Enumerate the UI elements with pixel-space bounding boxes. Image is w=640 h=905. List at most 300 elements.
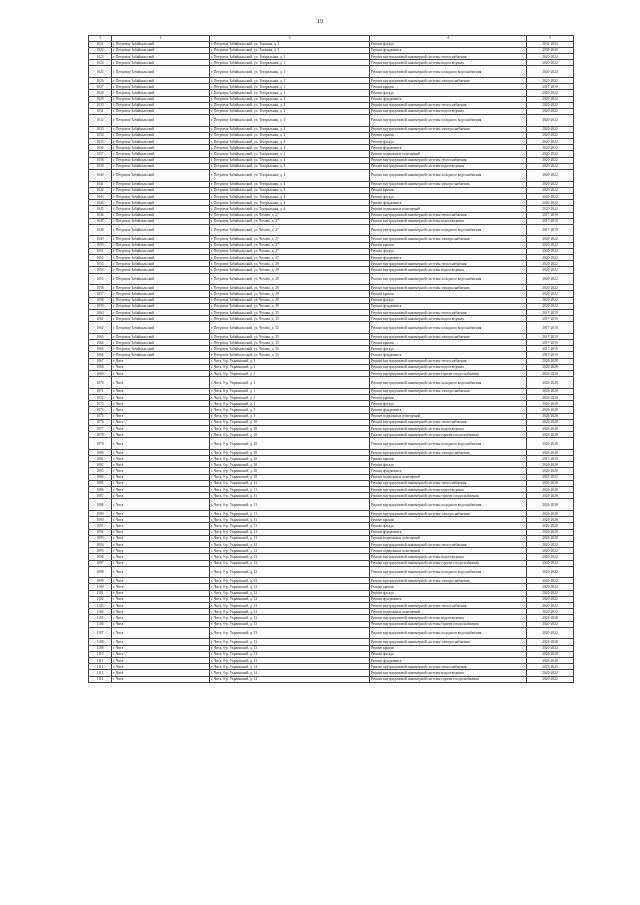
header-col-1: 1 <box>89 36 112 42</box>
address-cell: г. Петровск-Забайкальский, ул. Чехова, д. 35 <box>210 346 370 352</box>
municipality-cell: г. Чита <box>112 449 210 455</box>
header-col-2: 2 <box>112 36 210 42</box>
table-body <box>89 36 574 683</box>
municipality-cell: г. Чита <box>112 657 210 663</box>
address-cell: г. Чита, б-р. Украинский, д. 10 <box>210 419 370 425</box>
row-number-cell: 1102 <box>89 596 112 602</box>
row-number-cell: 1060 <box>89 309 112 315</box>
row-number-cell: 1078 <box>89 432 112 438</box>
address-cell: г. Чита, б-р. Украинский, д. 13 <box>210 645 370 651</box>
row-number-cell: 1103 <box>89 603 112 609</box>
row-number-cell: 1073 <box>89 401 112 407</box>
period-cell: 2026-2028 <box>527 493 574 499</box>
period-cell: 2020-2022 <box>527 132 574 138</box>
row-number-cell: 1087 <box>89 493 112 499</box>
row-number-cell: 1081 <box>89 456 112 462</box>
address-cell: г. Петровск-Забайкальский, ул. Театральная, д. 1 <box>210 60 370 66</box>
address-cell: г. Петровск-Забайкальский, ул. Театральная, д. 2 <box>210 108 370 114</box>
work-type-cell: Ремонт фундамента <box>370 468 527 474</box>
row-number-cell: 1048 <box>89 224 112 236</box>
row-number-cell: 1070 <box>89 377 112 389</box>
work-type-cell: Ремонт крыши <box>370 84 527 90</box>
row-number-cell: 1105 <box>89 615 112 621</box>
period-cell: 2017-2019 <box>527 340 574 346</box>
work-type-cell: Ремонт подвальных помещений <box>370 413 527 419</box>
work-type-cell: Ремонт внутридомовой инженерной системы горячего водоснабжения <box>370 371 527 377</box>
work-type-cell: Ремонт фундамента <box>370 255 527 261</box>
period-cell: 2026-2028 <box>527 480 574 486</box>
address-cell: г. Петровск-Забайкальский, ул. Чехова, д. 35 <box>210 316 370 322</box>
period-cell: 2017-2019 <box>527 346 574 352</box>
period-cell: 2017-2019 <box>527 456 574 462</box>
period-cell: 2020-2022 <box>527 291 574 297</box>
municipality-cell: г. Петровск-Забайкальский <box>112 132 210 138</box>
period-cell: 2020-2022 <box>527 242 574 248</box>
period-cell: 2020-2022 <box>527 596 574 602</box>
row-number-cell: 1040 <box>89 169 112 181</box>
row-number-cell: 1109 <box>89 645 112 651</box>
municipality-cell: г. Петровск-Забайкальский <box>112 352 210 358</box>
row-number-cell: 1050 <box>89 242 112 248</box>
period-cell: 2017-2019 <box>527 333 574 339</box>
work-type-cell: Ремонт внутридомовой инженерной системы теплоснабжения <box>370 53 527 59</box>
work-type-cell: Ремонт фундамента <box>370 145 527 151</box>
municipality-cell: г. Петровск-Забайкальский <box>112 151 210 157</box>
period-cell: 2020-2022 <box>527 609 574 615</box>
work-type-cell: Ремонт внутридомовой инженерной системы водоотведения <box>370 316 527 322</box>
municipality-cell: г. Чита <box>112 596 210 602</box>
address-cell: г. Петровск-Забайкальский, ул. Театральная, д. 1 <box>210 96 370 102</box>
address-cell: г. Чита, б-р. Украинский, д. 11 <box>210 535 370 541</box>
work-type-cell: Ремонт крыши <box>370 645 527 651</box>
row-number-cell: 1108 <box>89 639 112 645</box>
period-cell: 2020-2022 <box>527 273 574 285</box>
row-number-cell: 1063 <box>89 333 112 339</box>
work-type-cell: Ремонт крыши <box>370 456 527 462</box>
row-number-cell: 1100 <box>89 584 112 590</box>
period-cell: 2020-2022 <box>527 139 574 145</box>
work-type-cell: Ремонт внутридомовой инженерной системы горячего водоснабжения <box>370 560 527 566</box>
municipality-cell: г. Петровск-Забайкальский <box>112 267 210 273</box>
row-number-cell: 1037 <box>89 151 112 157</box>
address-cell: г. Петровск-Забайкальский, ул. Театральная, д. 1 <box>210 84 370 90</box>
address-cell: г. Чита, б-р. Украинский, д. 1 <box>210 364 370 370</box>
municipality-cell: г. Чита <box>112 554 210 560</box>
address-cell: г. Чита, б-р. Украинский, д. 12 <box>210 566 370 578</box>
period-cell: 2020-2022 <box>527 151 574 157</box>
municipality-cell: г. Чита <box>112 651 210 657</box>
address-cell: г. Чита, б-р. Украинский, д. 10 <box>210 468 370 474</box>
work-type-cell: Ремонт внутридомовой инженерной системы теплоснабжения <box>370 102 527 108</box>
period-cell: 2026-2028 <box>527 615 574 621</box>
row-number-cell: 1082 <box>89 462 112 468</box>
row-number-cell: 1039 <box>89 163 112 169</box>
municipality-cell: г. Петровск-Забайкальский <box>112 340 210 346</box>
period-cell: 2026-2028 <box>527 487 574 493</box>
municipality-cell: г. Чита <box>112 358 210 364</box>
work-type-cell: Ремонт фундамента <box>370 657 527 663</box>
work-type-cell: Ремонт крыши <box>370 395 527 401</box>
row-number-cell: 1036 <box>89 145 112 151</box>
address-cell: г. Петровск-Забайкальский, ул. Театральная, д. 4 <box>210 193 370 199</box>
table-row <box>89 499 574 511</box>
municipality-cell: г. Чита <box>112 603 210 609</box>
period-cell: 2020-2022 <box>527 108 574 114</box>
period-cell: 2020-2022 <box>527 77 574 83</box>
row-number-cell: 1041 <box>89 181 112 187</box>
municipality-cell: г. Чита <box>112 664 210 670</box>
period-cell: 2032-2034 <box>527 41 574 47</box>
period-cell: 2020-2022 <box>527 102 574 108</box>
period-cell: 2026-2028 <box>527 364 574 370</box>
address-cell: г. Петровск-Забайкальский, ул. Театральная, д. 4 <box>210 157 370 163</box>
address-cell: г. Петровск-Забайкальский, ул. Чехова, д. 35 <box>210 333 370 339</box>
work-type-cell: Ремонт внутридомовой инженерной системы водоотведения <box>370 364 527 370</box>
work-type-cell: Ремонт подвальных помещений <box>370 535 527 541</box>
address-cell: г. Петровск-Забайкальский, ул. Таежная, д. 3 <box>210 41 370 47</box>
row-number-cell: 1110 <box>89 651 112 657</box>
municipality-cell: г. Чита <box>112 480 210 486</box>
period-cell: 2020-2022 <box>527 621 574 627</box>
address-cell: г. Чита, б-р. Украинский, д. 11 <box>210 517 370 523</box>
row-number-cell: 1045 <box>89 206 112 212</box>
municipality-cell: г. Петровск-Забайкальский <box>112 212 210 218</box>
row-number-cell: 1094 <box>89 541 112 547</box>
row-number-cell: 1093 <box>89 535 112 541</box>
work-type-cell: Ремонт внутридомовой инженерной системы горячего водоснабжения <box>370 676 527 682</box>
municipality-cell: г. Чита <box>112 468 210 474</box>
address-cell: г. Петровск-Забайкальский, ул. Чехова, д. 28 <box>210 291 370 297</box>
work-type-cell: Ремонт подвальных помещений <box>370 151 527 157</box>
period-cell: 2026-2028 <box>527 651 574 657</box>
address-cell: г. Чита, б-р. Украинский, д. 13 <box>210 657 370 663</box>
row-number-cell: 1032 <box>89 115 112 127</box>
work-type-cell: Ремонт внутридомовой инженерной системы теплоснабжения <box>370 480 527 486</box>
row-number-cell: 1088 <box>89 499 112 511</box>
work-type-cell: Ремонт внутридомовой инженерной системы электроснабжения <box>370 333 527 339</box>
work-type-cell: Ремонт внутридомовой инженерной системы горячего водоснабжения <box>370 493 527 499</box>
work-type-cell: Ремонт внутридомовой инженерной системы холодного водоснабжения <box>370 169 527 181</box>
work-type-cell: Ремонт фундамента <box>370 303 527 309</box>
address-cell: г. Петровск-Забайкальский, ул. Чехова, д. 28 <box>210 297 370 303</box>
municipality-cell: г. Петровск-Забайкальский <box>112 346 210 352</box>
address-cell: г. Петровск-Забайкальский, ул. Чехова, д. 28 <box>210 303 370 309</box>
municipality-cell: г. Чита <box>112 590 210 596</box>
row-number-cell: 1031 <box>89 108 112 114</box>
row-number-cell: 1107 <box>89 627 112 639</box>
period-cell: 2020-2022 <box>527 267 574 273</box>
table-row <box>89 377 574 389</box>
row-number-cell: 1096 <box>89 554 112 560</box>
municipality-cell: г. Петровск-Забайкальский <box>112 157 210 163</box>
period-cell: 2020-2022 <box>527 261 574 267</box>
table-row <box>89 224 574 236</box>
period-cell: 2026-2028 <box>527 517 574 523</box>
address-cell: г. Петровск-Забайкальский, ул. Театральная, д. 2 <box>210 115 370 127</box>
address-cell: г. Чита, б-р. Украинский, д. 11 <box>210 487 370 493</box>
address-cell: г. Петровск-Забайкальский, ул. Театральная, д. 2 <box>210 139 370 145</box>
address-cell: г. Петровск-Забайкальский, ул. Чехова, д. 27 <box>210 255 370 261</box>
address-cell: г. Чита, б-р. Украинский, д. 10 <box>210 474 370 480</box>
row-number-cell: 1055 <box>89 273 112 285</box>
work-type-cell: Ремонт внутридомовой инженерной системы холодного водоснабжения <box>370 322 527 334</box>
work-type-cell: Ремонт фасада <box>370 90 527 96</box>
address-cell: г. Чита, б-р. Украинский, д. 13 <box>210 639 370 645</box>
address-cell: г. Петровск-Забайкальский, ул. Театральная, д. 1 <box>210 77 370 83</box>
row-number-cell: 1067 <box>89 358 112 364</box>
work-type-cell: Ремонт фасада <box>370 346 527 352</box>
municipality-cell: г. Чита <box>112 639 210 645</box>
row-number-cell: 1043 <box>89 193 112 199</box>
row-number-cell: 1047 <box>89 218 112 224</box>
work-type-cell: Ремонт внутридомовой инженерной системы водоотведения <box>370 425 527 431</box>
municipality-cell: г. Петровск-Забайкальский <box>112 206 210 212</box>
row-number-cell: 1077 <box>89 425 112 431</box>
period-cell: 2020-2022 <box>527 187 574 193</box>
municipality-cell: г. Чита <box>112 432 210 438</box>
row-number-cell: 1059 <box>89 303 112 309</box>
municipality-cell: г. Петровск-Забайкальский <box>112 200 210 206</box>
municipality-cell: г. Петровск-Забайкальский <box>112 224 210 236</box>
period-cell: 2026-2028 <box>527 639 574 645</box>
municipality-cell: г. Чита <box>112 419 210 425</box>
period-cell: 2026-2028 <box>527 529 574 535</box>
municipality-cell: г. Чита <box>112 438 210 450</box>
work-type-cell: Ремонт фундамента <box>370 407 527 413</box>
municipality-cell: г. Петровск-Забайкальский <box>112 187 210 193</box>
work-type-cell: Ремонт внутридомовой инженерной системы теплоснабжения <box>370 541 527 547</box>
municipality-cell: г. Чита <box>112 676 210 682</box>
address-cell: г. Петровск-Забайкальский, ул. Театральная, д. 4 <box>210 163 370 169</box>
row-number-cell: 1111 <box>89 657 112 663</box>
period-cell: 2020-2022 <box>527 285 574 291</box>
period-cell: 2026-2028 <box>527 535 574 541</box>
table-row <box>89 322 574 334</box>
address-cell: г. Петровск-Забайкальский, ул. Чехова, д. 28 <box>210 285 370 291</box>
address-cell: г. Петровск-Забайкальский, ул. Чехова, д. 28 <box>210 267 370 273</box>
work-type-cell: Ремонт фундамента <box>370 352 527 358</box>
work-type-cell: Ремонт фундамента <box>370 96 527 102</box>
row-number-cell: 1072 <box>89 395 112 401</box>
row-number-cell: 1046 <box>89 212 112 218</box>
work-type-cell: Ремонт внутридомовой инженерной системы теплоснабжения <box>370 603 527 609</box>
period-cell: 2026-2028 <box>527 438 574 450</box>
municipality-cell: г. Петровск-Забайкальский <box>112 60 210 66</box>
row-number-cell: 1106 <box>89 621 112 627</box>
municipality-cell: г. Чита <box>112 487 210 493</box>
work-type-cell: Ремонт внутридомовой инженерной системы электроснабжения <box>370 449 527 455</box>
municipality-cell: г. Чита <box>112 474 210 480</box>
row-number-cell: 1061 <box>89 316 112 322</box>
work-type-cell: Ремонт внутридомовой инженерной системы теплоснабжения <box>370 212 527 218</box>
work-type-cell: Ремонт внутридомовой инженерной системы холодного водоснабжения <box>370 377 527 389</box>
municipality-cell: г. Чита <box>112 511 210 517</box>
row-number-cell: 1071 <box>89 388 112 394</box>
row-number-cell: 1084 <box>89 474 112 480</box>
municipality-cell: г. Чита <box>112 456 210 462</box>
period-cell: 2020-2022 <box>527 181 574 187</box>
page-number: 19 <box>317 19 323 25</box>
period-cell: 2020-2022 <box>527 603 574 609</box>
work-type-cell: Ремонт внутридомовой инженерной системы теплоснабжения <box>370 358 527 364</box>
row-number-cell: 1074 <box>89 407 112 413</box>
address-cell: г. Чита, б-р. Украинский, д. 11 <box>210 529 370 535</box>
municipality-cell: г. Чита <box>112 425 210 431</box>
municipality-cell: г. Чита <box>112 609 210 615</box>
work-type-cell: Ремонт внутридомовой инженерной системы холодного водоснабжения <box>370 224 527 236</box>
address-cell: г. Чита, б-р. Украинский, д. 12 <box>210 541 370 547</box>
municipality-cell: г. Петровск-Забайкальский <box>112 108 210 114</box>
municipality-cell: г. Чита <box>112 621 210 627</box>
period-cell: 2020-2022 <box>527 590 574 596</box>
municipality-cell: г. Петровск-Забайкальский <box>112 333 210 339</box>
work-type-cell: Ремонт фасада <box>370 462 527 468</box>
municipality-cell: г. Чита <box>112 627 210 639</box>
period-cell: 2020-2022 <box>527 96 574 102</box>
work-type-cell: Ремонт фундамента <box>370 596 527 602</box>
period-cell: 2020-2022 <box>527 645 574 651</box>
period-cell: 2020-2022 <box>527 560 574 566</box>
row-number-cell: 1068 <box>89 364 112 370</box>
row-number-cell: 1104 <box>89 609 112 615</box>
address-cell: г. Петровск-Забайкальский, ул. Таежная, д. 3 <box>210 47 370 53</box>
row-number-cell: 1092 <box>89 529 112 535</box>
address-cell: г. Чита, б-р. Украинский, д. 12 <box>210 596 370 602</box>
address-cell: г. Чита, б-р. Украинский, д. 14 <box>210 670 370 676</box>
row-number-cell: 1030 <box>89 102 112 108</box>
address-cell: г. Петровск-Забайкальский, ул. Чехова, д. 27 <box>210 236 370 242</box>
municipality-cell: г. Петровск-Забайкальский <box>112 53 210 59</box>
period-cell: 2017-2019 <box>527 212 574 218</box>
period-cell: 2026-2028 <box>527 511 574 517</box>
address-cell: г. Чита, б-р. Украинский, д. 1 <box>210 395 370 401</box>
municipality-cell: г. Петровск-Забайкальский <box>112 309 210 315</box>
period-cell: 2020-2022 <box>527 163 574 169</box>
municipality-cell: г. Чита <box>112 499 210 511</box>
municipality-cell: г. Петровск-Забайкальский <box>112 291 210 297</box>
row-number-cell: 1026 <box>89 77 112 83</box>
work-type-cell: Ремонт подвальных помещений <box>370 206 527 212</box>
address-cell: г. Петровск-Забайкальский, ул. Театральная, д. 4 <box>210 200 370 206</box>
period-cell: 2020-2022 <box>527 297 574 303</box>
municipality-cell: г. Петровск-Забайкальский <box>112 139 210 145</box>
work-type-cell: Ремонт внутридомовой инженерной системы холодного водоснабжения <box>370 273 527 285</box>
row-number-cell: 1113 <box>89 670 112 676</box>
row-number-cell: 1021 <box>89 41 112 47</box>
municipality-cell: г. Петровск-Забайкальский <box>112 297 210 303</box>
address-cell: г. Чита, б-р. Украинский, д. 10 <box>210 456 370 462</box>
municipality-cell: г. Петровск-Забайкальский <box>112 193 210 199</box>
row-number-cell: 1064 <box>89 340 112 346</box>
municipality-cell: г. Петровск-Забайкальский <box>112 96 210 102</box>
address-cell: г. Чита, б-р. Украинский, д. 10 <box>210 438 370 450</box>
period-cell: 2026-2028 <box>527 425 574 431</box>
row-number-cell: 1044 <box>89 200 112 206</box>
table-row <box>89 676 574 682</box>
municipality-cell: г. Петровск-Забайкальский <box>112 77 210 83</box>
work-type-cell: Ремонт внутридомовой инженерной системы теплоснабжения <box>370 664 527 670</box>
municipality-cell: г. Петровск-Забайкальский <box>112 90 210 96</box>
work-type-cell: Ремонт внутридомовой инженерной системы электроснабжения <box>370 77 527 83</box>
municipality-cell: г. Чита <box>112 548 210 554</box>
period-cell: 2020-2022 <box>527 236 574 242</box>
work-type-cell: Ремонт внутридомовой инженерной системы водоотведения <box>370 615 527 621</box>
address-cell: г. Петровск-Забайкальский, ул. Театральная, д. 4 <box>210 169 370 181</box>
period-cell: 2020-2022 <box>527 66 574 78</box>
row-number-cell: 1075 <box>89 413 112 419</box>
work-type-cell: Ремонт фасада <box>370 139 527 145</box>
address-cell: г. Петровск-Забайкальский, ул. Театральная, д. 1 <box>210 53 370 59</box>
municipality-cell: г. Чита <box>112 529 210 535</box>
address-cell: г. Петровск-Забайкальский, ул. Чехова, д. 27 <box>210 242 370 248</box>
municipality-cell: г. Чита <box>112 523 210 529</box>
municipality-cell: г. Чита <box>112 407 210 413</box>
address-cell: г. Чита, б-р. Украинский, д. 1 <box>210 413 370 419</box>
period-cell: 2020-2022 <box>527 541 574 547</box>
work-type-cell: Ремонт крыши <box>370 242 527 248</box>
work-type-cell: Ремонт фасада <box>370 590 527 596</box>
row-number-cell: 1025 <box>89 66 112 78</box>
row-number-cell: 1085 <box>89 480 112 486</box>
row-number-cell: 1029 <box>89 96 112 102</box>
address-cell: г. Петровск-Забайкальский, ул. Театральная, д. 2 <box>210 132 370 138</box>
period-cell: 2017-2019 <box>527 84 574 90</box>
work-type-cell: Ремонт внутридомовой инженерной системы электроснабжения <box>370 511 527 517</box>
work-type-cell: Ремонт внутридомовой инженерной системы водоотведения <box>370 267 527 273</box>
work-type-cell: Ремонт внутридомовой инженерной системы электроснабжения <box>370 639 527 645</box>
period-cell: 2020-2022 <box>527 126 574 132</box>
period-cell: 2020-2022 <box>527 578 574 584</box>
table-row <box>89 627 574 639</box>
period-cell: 2020-2022 <box>527 584 574 590</box>
municipality-cell: г. Чита <box>112 645 210 651</box>
work-type-cell: Ремонт внутридомовой инженерной системы электроснабжения <box>370 285 527 291</box>
address-cell: г. Петровск-Забайкальский, ул. Театральная, д. 2 <box>210 126 370 132</box>
address-cell: г. Петровск-Забайкальский, ул. Театральная, д. 2 <box>210 102 370 108</box>
period-cell: 2026-2028 <box>527 358 574 364</box>
work-type-cell: Ремонт подвальных помещений <box>370 548 527 554</box>
address-cell: г. Чита, б-р. Украинский, д. 1 <box>210 371 370 377</box>
municipality-cell: г. Чита <box>112 670 210 676</box>
work-type-cell: Ремонт фундамента <box>370 200 527 206</box>
row-number-cell: 1033 <box>89 126 112 132</box>
address-cell: г. Чита, б-р. Украинский, д. 11 <box>210 480 370 486</box>
header-col-4: 4 <box>370 36 527 42</box>
municipality-cell: г. Петровск-Забайкальский <box>112 236 210 242</box>
address-cell: г. Петровск-Забайкальский, ул. Театральная, д. 4 <box>210 181 370 187</box>
period-cell: 2026-2028 <box>527 407 574 413</box>
period-cell: 2026-2028 <box>527 419 574 425</box>
period-cell: 2020-2022 <box>527 53 574 59</box>
work-type-cell: Ремонт подвальных помещений <box>370 609 527 615</box>
period-cell: 2020-2022 <box>527 255 574 261</box>
work-type-cell: Ремонт внутридомовой инженерной системы холодного водоснабжения <box>370 499 527 511</box>
row-number-cell: 1054 <box>89 267 112 273</box>
work-type-cell: Ремонт внутридомовой инженерной системы теплоснабжения <box>370 309 527 315</box>
work-type-cell: Ремонт внутридомовой инженерной системы теплоснабжения <box>370 261 527 267</box>
row-number-cell: 1065 <box>89 346 112 352</box>
municipality-cell: г. Чита <box>112 462 210 468</box>
period-cell: 2017-2019 <box>527 316 574 322</box>
work-type-cell: Ремонт внутридомовой инженерной системы водоотведения <box>370 554 527 560</box>
address-cell: г. Чита, б-р. Украинский, д. 1 <box>210 388 370 394</box>
period-cell: 2017-2019 <box>527 352 574 358</box>
municipality-cell: г. Петровск-Забайкальский <box>112 41 210 47</box>
address-cell: г. Петровск-Забайкальский, ул. Театральная, д. 1 <box>210 66 370 78</box>
work-type-cell: Ремонт внутридомовой инженерной системы электроснабжения <box>370 126 527 132</box>
row-number-cell: 1022 <box>89 47 112 53</box>
address-cell: г. Чита, б-р. Украинский, д. 1 <box>210 401 370 407</box>
